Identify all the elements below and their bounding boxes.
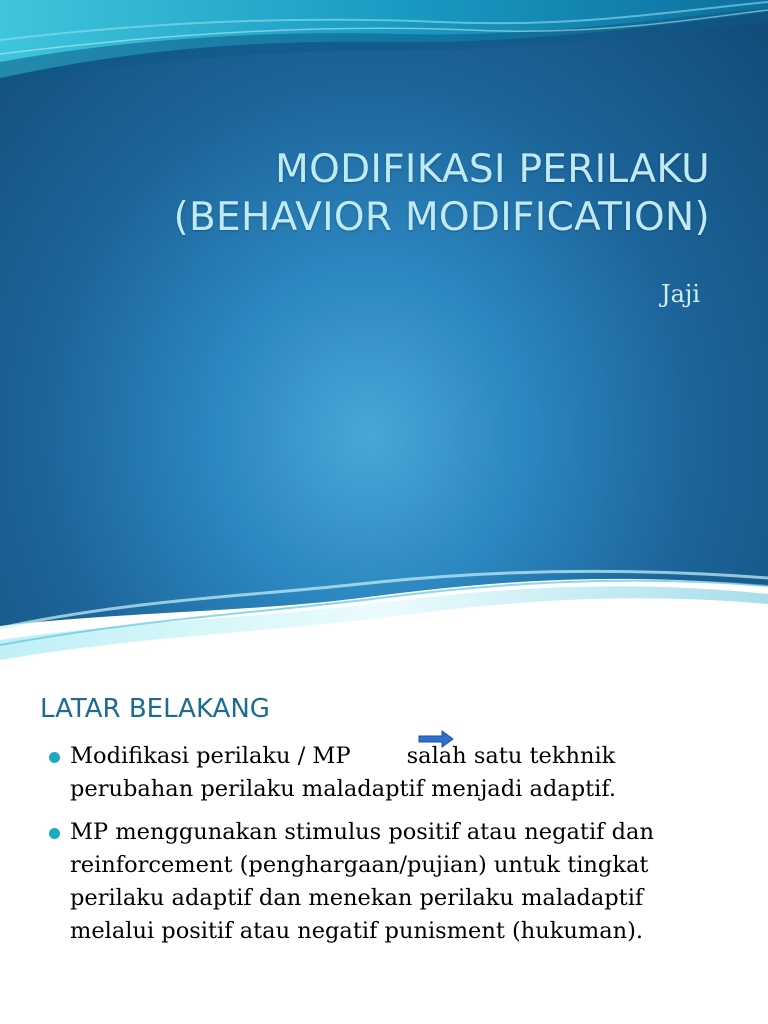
bullet-line: perubahan perilaku maladaptif menjadi adaptif. xyxy=(70,776,617,802)
content-slide xyxy=(0,660,768,1024)
bullet-dot-icon xyxy=(49,828,60,839)
bullet-line: melalui positif atau negatif punisment (hukuman). xyxy=(70,918,644,944)
title-line-1: MODIFIKASI PERILAKU xyxy=(275,147,710,192)
bullet-item xyxy=(70,816,718,948)
bullet-list xyxy=(0,740,768,958)
section-heading: LATAR BELAKANG xyxy=(40,694,270,724)
bullet-line: reinforcement (penghargaan/pujian) untuk tingkat xyxy=(70,852,649,878)
slide-title xyxy=(60,146,710,242)
bullet-line: perilaku adaptif dan menekan perilaku maladaptif xyxy=(70,885,644,911)
bullet-line: MP menggunakan stimulus positif atau negatif dan xyxy=(70,819,654,845)
bullet-line xyxy=(70,740,718,773)
title-line-2: (BEHAVIOR MODIFICATION) xyxy=(173,194,710,240)
author-name: Jaji xyxy=(660,280,700,308)
bullet-text: salah satu tekhnik xyxy=(406,743,616,769)
bullet-text: Modifikasi perilaku / MP xyxy=(70,743,351,769)
bullet-item xyxy=(70,740,718,806)
bullet-dot-icon xyxy=(49,752,60,763)
